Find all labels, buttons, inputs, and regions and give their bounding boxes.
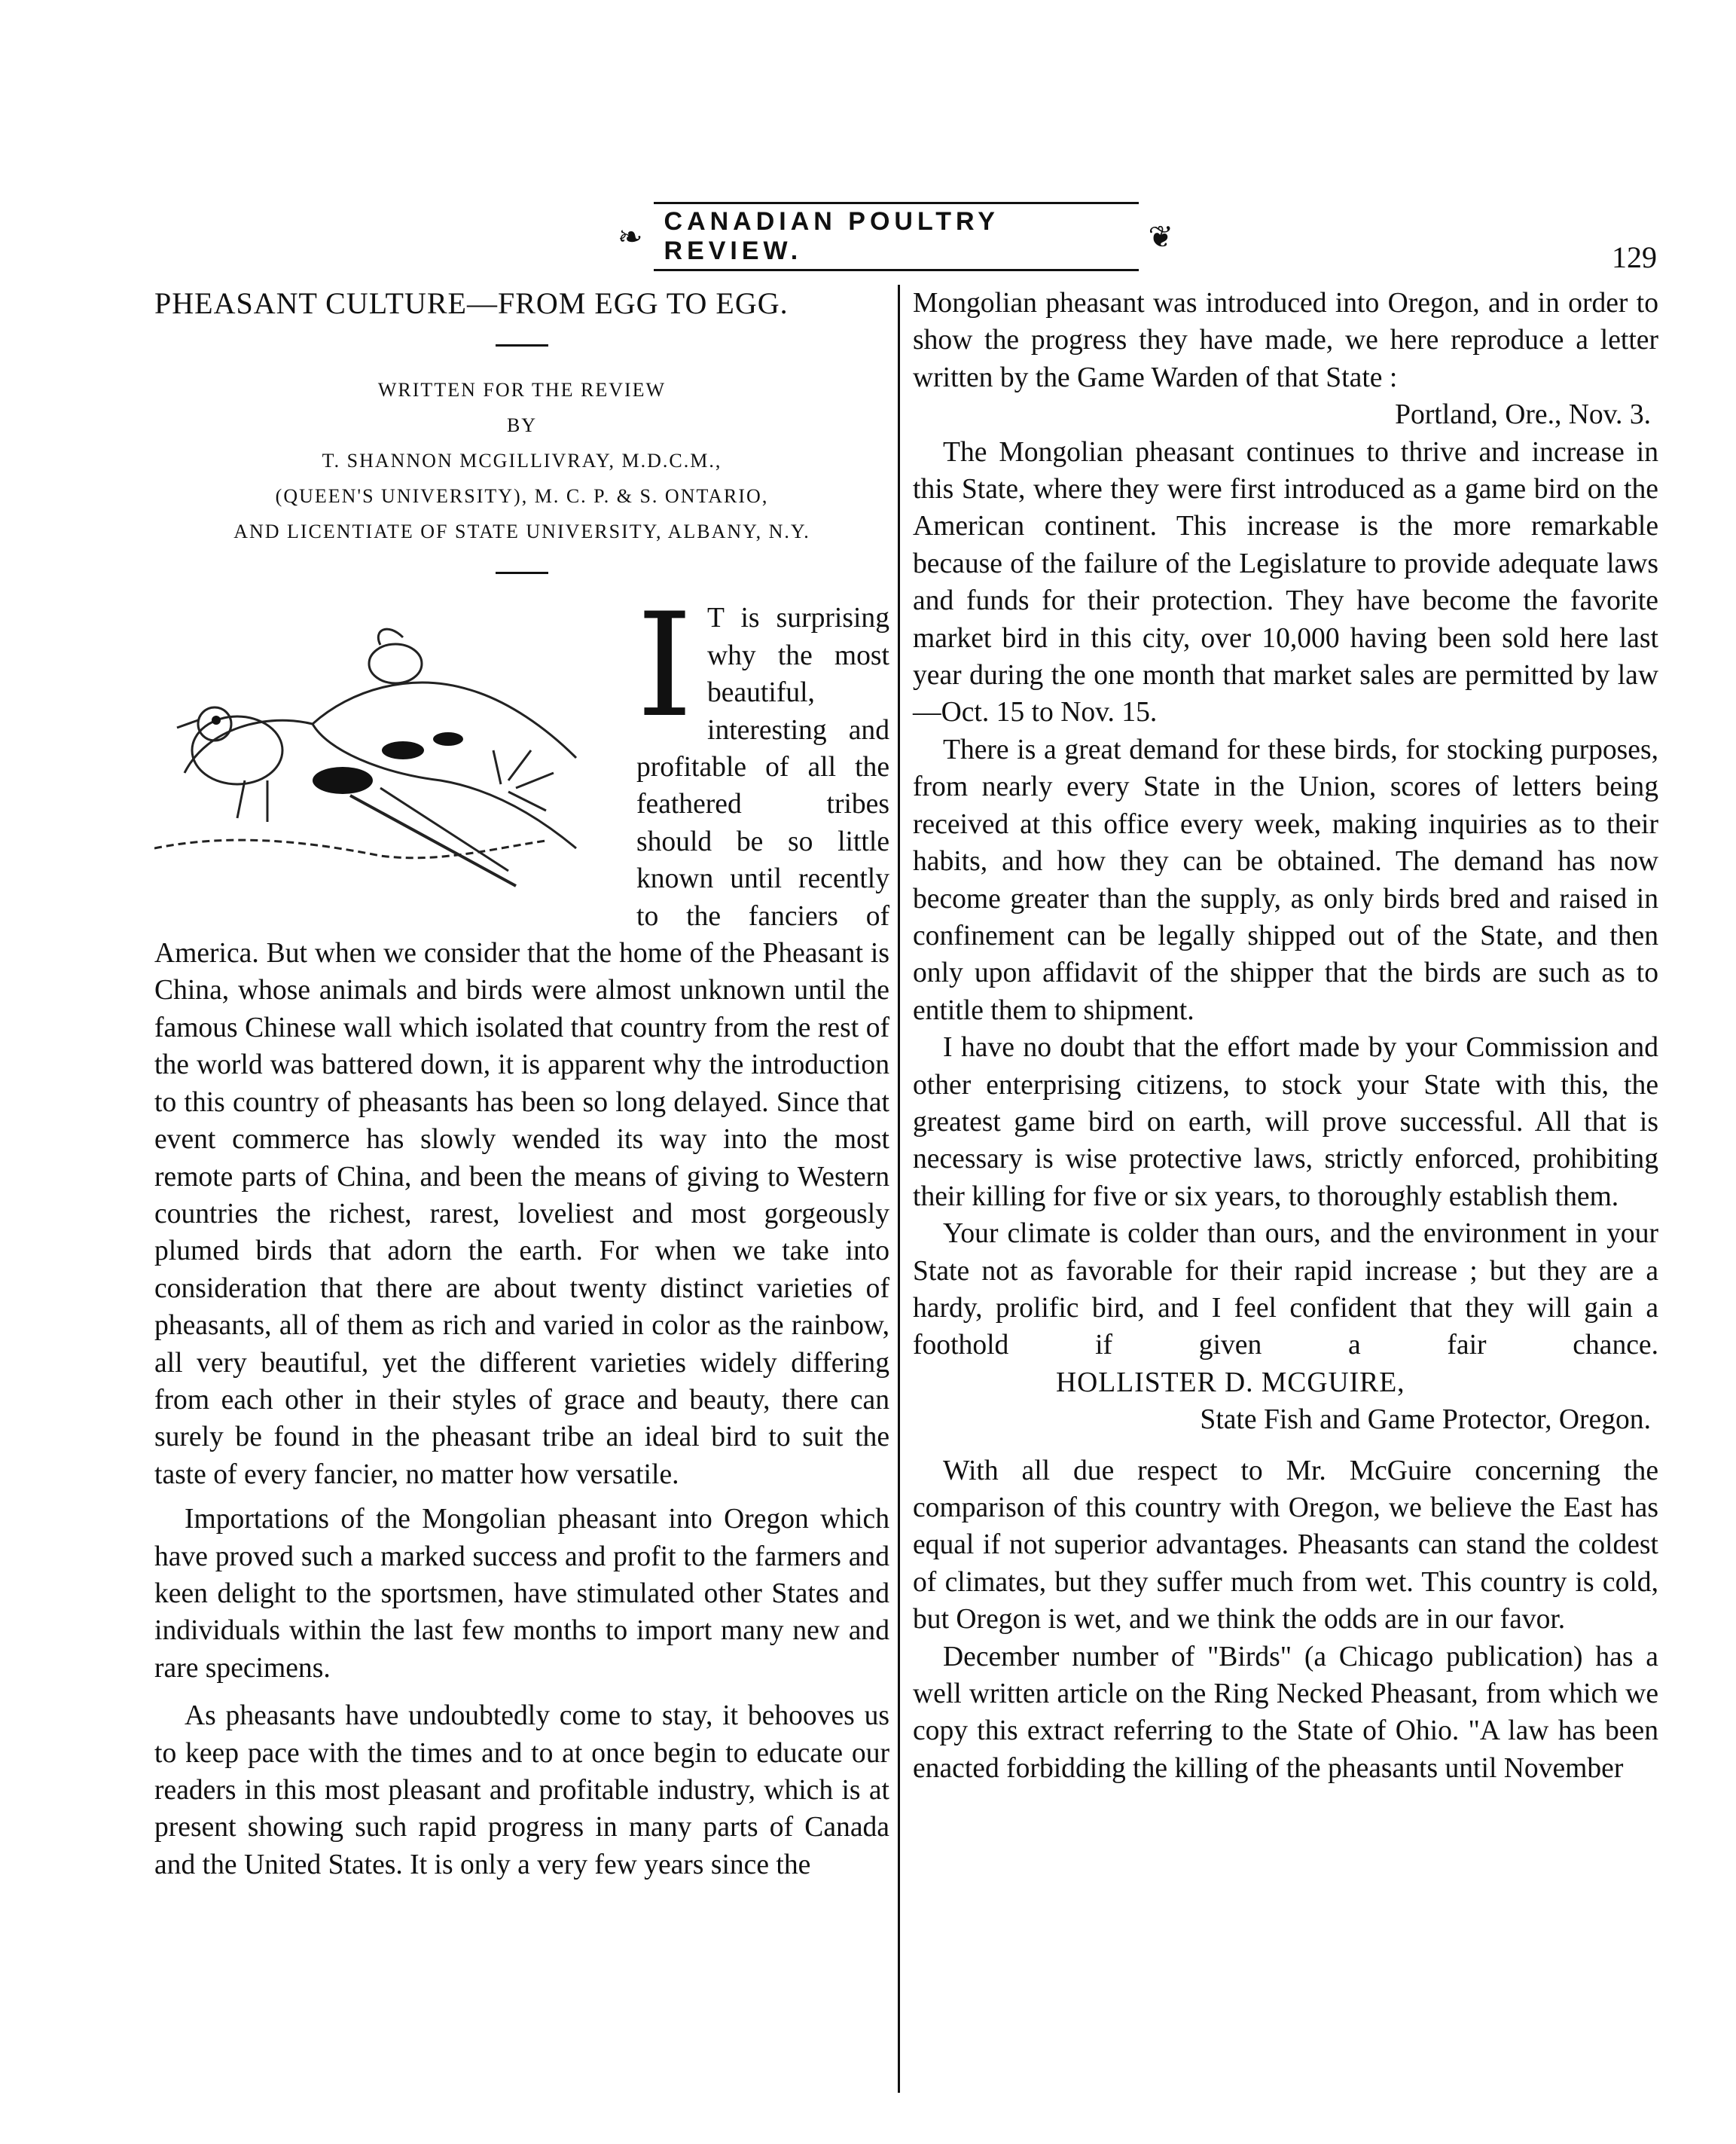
byline-rule xyxy=(496,572,548,574)
ornament-right-icon: ❦ xyxy=(1148,219,1175,254)
byline-line: AND LICENTIATE OF STATE UNIVERSITY, ALBANY, N.Y. xyxy=(233,521,810,543)
paragraph: The Mongolian pheasant continues to thrive and increase in this State, where they were first introduced as a game bird on the American continent. This increase is the more remarkable because of the failure of the Legislature to provide adequate laws and funds for their protection. They have become the favorite market bird in this city, over 10,000 having been sold here last year during the one month that market sales are permitted by law—Oct. 15 to Nov. 15. xyxy=(913,436,1658,728)
paragraph: Mongolian pheasant was introduced into Oregon, and in order to show the progress they have made, we here reproduce a letter written by the Game Warden of that State : xyxy=(913,288,1658,393)
paragraph: There is a great demand for these birds, for stocking purposes, from nearly every State in the Union, scores of letters being received at this office every week, making inquiries as to their habits, and how they can be obtained. The demand has now become greater than the supply, as only birds bred and raised in confinement can be legally shipped out of the State, and then only upon affidavit of the shipper that the birds are such as to entitle them to shipment. xyxy=(913,734,1658,1026)
paragraph: T is surprising why the most beautiful, interesting and profitable of all the feathered tribes should be so little known until recently to the fanciers of America. But when we consider that the home of the Pheasant is China, whose animals and birds were almost unknown until the famous Chinese wall which isolated that country from the rest of the world was battered down, it is apparent why the introduction to this country of pheasants has been so long delayed. Since that event commerce has slowly wended its way into the most remote parts of China, and been the means of giving to Western countries the richest, rarest, loveliest and most gorgeously plumed birds that adorn the earth. For when we take into consideration that there are about twenty distinct varieties of pheasants, all of them as rich and varied in color as the rainbow, all very beautiful, yet the different varieties widely differing from each other in their styles of grace and beauty, there can surely be found in the pheasant tribe an ideal bird to suit the taste of every fancier, no matter how versatile. xyxy=(154,603,889,1490)
letter-closing: Your climate is colder than ours, and the environment in your State not as favorable for their rapid increase ; but they are a hardy, prolific bird, and I feel confident that they will gain a foothold if given a fair chance. xyxy=(913,1218,1658,1361)
right-column xyxy=(913,285,1658,1787)
byline-line: BY xyxy=(506,414,538,437)
pheasant-icon xyxy=(154,600,621,893)
signature-title: State Fish and Game Protector, Oregon. xyxy=(1200,1404,1651,1436)
paragraph: December number of "Birds" (a Chicago publication) has a well written article on the Ring Necked Pheasant, from which we copy this extract referring to the State of Ohio. "A law has been enacted forbidding the killing of the pheasants until November xyxy=(913,1641,1658,1784)
drop-cap: I xyxy=(636,582,694,750)
article-heading: PHEASANT CULTURE—FROM EGG TO EGG. xyxy=(154,286,789,320)
heading-rule xyxy=(496,344,548,347)
byline xyxy=(154,372,889,549)
page-number: 129 xyxy=(1612,240,1657,274)
byline-line: WRITTEN FOR THE REVIEW xyxy=(377,379,667,402)
publication-title: CANADIAN POULTRY REVIEW. xyxy=(654,202,1140,271)
ornament-left-icon: ❧ xyxy=(618,219,645,254)
letter-dateline: Portland, Ore., Nov. 3. xyxy=(1395,399,1651,431)
paragraph: I have no doubt that the effort made by your Commission and other enterprising citizens, to stock your State with this, the greatest game bird on earth, will prove successful. All that is necessary is wise protective laws, strictly enforced, prohibiting their killing for five or six years, to thoroughly establish them. xyxy=(913,1032,1658,1212)
paragraph: Importations of the Mongolian pheasant into Oregon which have proved such a marked success and profit to the farmers and keen delight to the sportsmen, have stimulated other States and individuals within the last few months to import many new and rare specimens. xyxy=(154,1504,889,1684)
byline-line: T. SHANNON MCGILLIVRAY, M.D.C.M., xyxy=(322,450,722,472)
left-column xyxy=(154,285,889,1883)
column-divider xyxy=(898,285,900,2093)
paragraph: With all due respect to Mr. McGuire concerning the comparison of this country with Oregon, we believe the East has equal if not superior advantages. Pheasants can stand the coldest of climates, but they suffer much from wet. This country is cold, but Oregon is wet, and we think the odds are in our favor. xyxy=(913,1455,1658,1635)
masthead xyxy=(618,207,1175,265)
signature-name: HOLLISTER D. MCGUIRE, xyxy=(1056,1367,1405,1398)
pheasant-illustration xyxy=(154,600,621,893)
paragraph xyxy=(913,1215,1658,1401)
paragraph: As pheasants have undoubtedly come to stay, it behooves us to keep pace with the times and to at once begin to educate our readers in this most pleasant and profitable industry, which is at present showing such rapid progress in many parts of Canada and the United States. It is only a very few years since the xyxy=(154,1700,889,1880)
byline-line: (QUEEN'S UNIVERSITY), M. C. P. & S. ONTARIO, xyxy=(275,485,769,508)
